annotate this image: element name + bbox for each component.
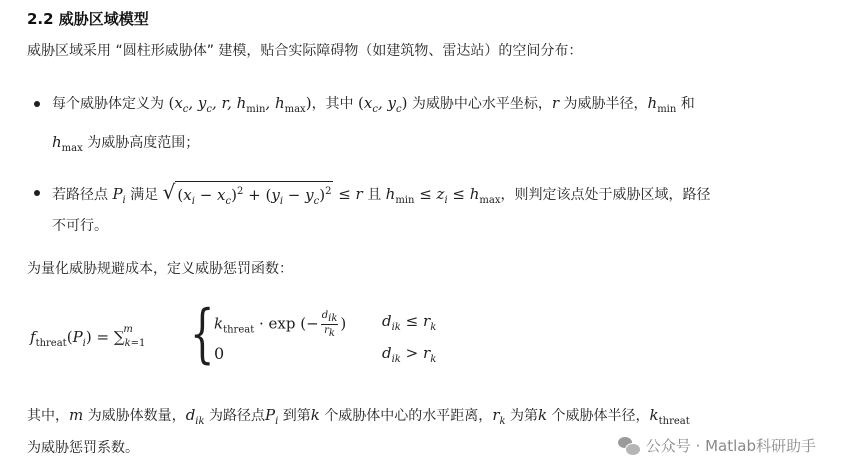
bullet-1-text: 和 [680,96,695,112]
closing-text: 为第 [510,408,538,424]
distance-inequality-math: √ $(x_i - x_c)^2 + (y_i - y_c)^2$ [163,181,334,212]
height-inequality-math: $h_{min} \le z_i \le h_{max}$ [385,185,501,206]
closing-text: 个威胁体半径， [551,408,650,424]
bullet-1-text: 为威胁半径， [563,96,648,112]
bullet-2-text: 若路径点 [52,187,108,203]
formula-condition-1: $d_{ik} \le r_k$ [382,312,437,333]
formula-brace: { [190,297,215,371]
closing-text: 个威胁体中心的水平距离， [324,408,493,424]
threat-penalty-formula [30,296,630,382]
bullet-2-text: ，则判定该点处于威胁区域，路径 [500,187,711,203]
k-math: k [538,406,548,424]
bullet-1-line-2 [52,132,199,159]
kthreat-math: $k_{threat}$ [649,406,690,427]
bullet-2-text: 且 [367,187,382,203]
bullet-1-text: ，其中 [311,96,354,112]
wechat-icon [618,437,640,455]
k-math: k [310,406,320,424]
penalty-intro: 为量化威胁规避成本，定义威胁惩罚函数： [27,261,293,277]
hmin-math: $h_{min}$ [647,94,677,115]
bullet-2-line-2: 不可行。 [52,218,108,234]
closing-text: 为威胁体数量， [87,408,186,424]
pi-math: $P_i$ [265,406,279,427]
bullet-2-text: 满足 [130,187,159,203]
bullet-1-text: 为威胁高度范围； [87,135,200,151]
closing-text: 其中， [27,408,69,424]
formula-case-1: $k_{threat} \cdot \exp$ (− $\frac{d_{ik}}{r_k}$ ) [214,310,347,339]
bullet-1-text: 为威胁中心水平坐标， [411,96,552,112]
section-heading: 2.2 威胁区域模型 [27,10,149,28]
bullet-1-text: 每个威胁体定义为 [52,96,164,112]
radius-math: r [551,94,560,112]
formula-condition-2: $d_{ik} > r_k$ [382,344,437,365]
closing-text: 为路径点 [209,408,266,424]
bullet-marker [34,190,40,196]
bullet-marker [34,101,40,107]
path-point-math: $P_i$ [112,185,126,206]
center-coords-math: ($x_c$, $y_c$) [358,94,408,115]
watermark-text: 公众号 · Matlab科研助手 [645,437,816,455]
dik-math: $d_{ik}$ [185,406,205,427]
closing-line-1 [27,405,690,432]
bullet-1-line-1 [52,93,695,120]
intro-paragraph: 威胁区域采用 “圆柱形威胁体” 建模，贴合实际障碍物（如建筑物、雷达站）的空间分布： [27,43,583,59]
threat-tuple-math: ($x_c$, $y_c$, r, $h_{min}$, $h_{max}$) [168,94,312,115]
closing-line-2: 为威胁惩罚系数。 [27,440,139,456]
m-math: m [69,406,84,424]
rk-math: $r_k$ [492,406,506,427]
closing-text: 到第 [282,408,311,424]
formula-case-2: 0 [214,344,225,363]
wechat-watermark [618,435,816,456]
hmax-math: $h_{max}$ [52,133,83,154]
bullet-2-line-1: 若路径点 $P_i$ 满足 √ $(x_i - x_c)^2 + (y_i - y_c)^2$ ≤ r 且 $h_{min} \le z_i \le h_{max}$，则判定该点处于威胁区域，路径 [52,181,711,212]
formula-lhs: $f_{threat}(P_i) = \sum_{k=1}^m$ [30,324,146,349]
